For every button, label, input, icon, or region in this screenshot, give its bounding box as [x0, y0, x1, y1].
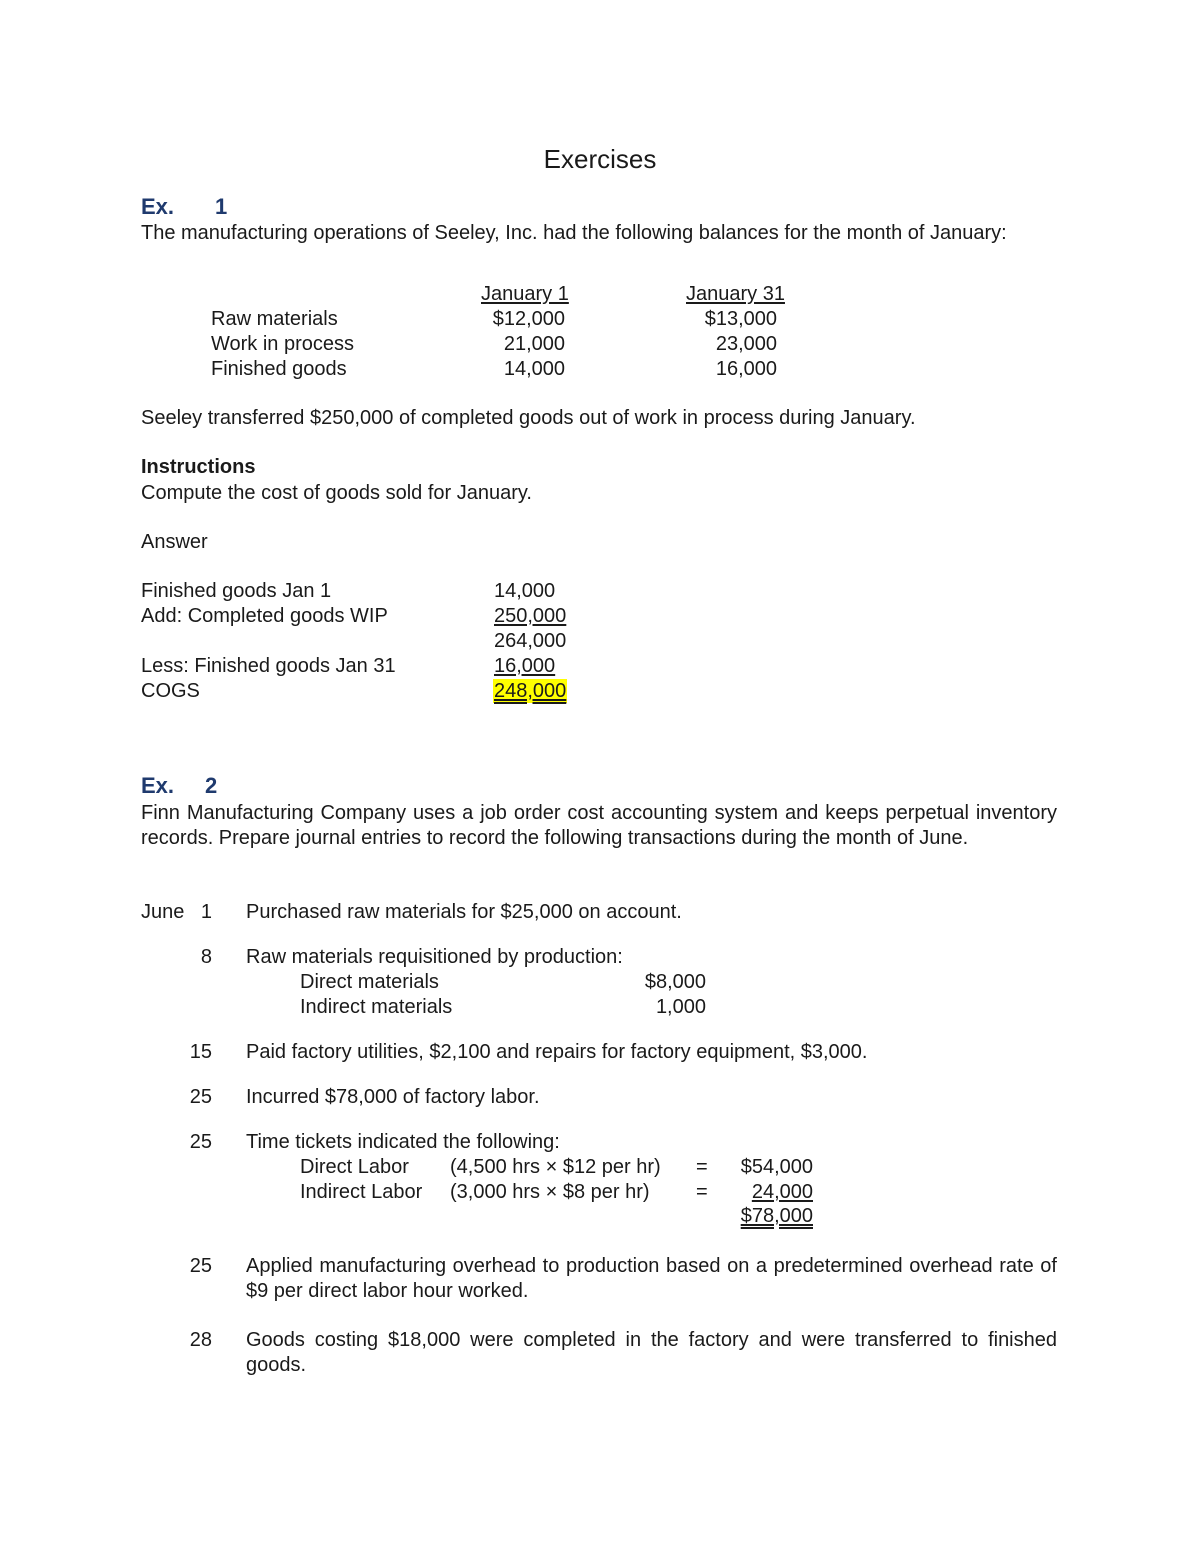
- labor-value: $54,000: [740, 1156, 813, 1178]
- answer-line-value: 250,000: [494, 605, 567, 627]
- transaction-month: June: [141, 901, 185, 923]
- transaction-sub-label: Indirect materials: [300, 996, 453, 1018]
- exercise-1-number: 1: [215, 194, 228, 219]
- labor-equals: =: [696, 1156, 708, 1178]
- exercise-2-label: Ex.: [141, 773, 175, 798]
- labor-equals: =: [696, 1181, 708, 1203]
- transaction-day: 8: [200, 946, 212, 968]
- balance-row-jan1: $12,000: [492, 308, 565, 330]
- transaction-day: 25: [189, 1131, 212, 1153]
- exercise-2-intro: Finn Manufacturing Company uses a job order cost accounting system and keeps perpetual inventory records. Prepare journal entries to record the following transactions during the month of June.: [141, 802, 1057, 849]
- answer-line-value: 14,000: [494, 580, 556, 602]
- exercise-2-number: 2: [205, 773, 218, 798]
- labor-total: $78,000: [740, 1205, 813, 1227]
- labor-label: Direct Labor: [300, 1156, 409, 1178]
- answer-line-label: Finished goods Jan 1: [141, 580, 332, 602]
- column-header-january-31: January 31: [686, 283, 785, 305]
- instructions-heading: Instructions: [141, 456, 256, 478]
- answer-heading: Answer: [141, 531, 208, 553]
- balance-row-label: Finished goods: [211, 358, 347, 380]
- transaction-day: 25: [189, 1255, 212, 1277]
- labor-label: Indirect Labor: [300, 1181, 423, 1203]
- balance-row-jan1: 21,000: [503, 333, 565, 355]
- balance-row-label: Work in process: [211, 333, 355, 355]
- answer-subtotal-value: 264,000: [494, 630, 567, 652]
- transaction-text: Paid factory utilities, $2,100 and repairs for factory equipment, $3,000.: [246, 1041, 868, 1063]
- page-title: Exercises: [543, 144, 657, 174]
- balance-row-jan1: 14,000: [503, 358, 565, 380]
- transaction-day: 15: [189, 1041, 212, 1063]
- balance-row-jan31: 16,000: [715, 358, 777, 380]
- balance-row-jan31: 23,000: [715, 333, 777, 355]
- transaction-text: Purchased raw materials for $25,000 on account.: [246, 901, 682, 923]
- answer-line-label: Less: Finished goods Jan 31: [141, 655, 396, 677]
- transaction-text: Raw materials requisitioned by production:: [246, 946, 623, 968]
- answer-line-value: 16,000: [494, 655, 556, 677]
- transaction-sub-label: Direct materials: [300, 971, 439, 993]
- transaction-day: 1: [200, 901, 212, 923]
- answer-cogs-value: 248,000: [494, 680, 567, 702]
- transaction-day: 25: [189, 1086, 212, 1108]
- answer-cogs-label: COGS: [141, 680, 200, 702]
- transaction-sub-value: $8,000: [644, 971, 706, 993]
- exercise-1-label: Ex.: [141, 194, 175, 219]
- transaction-sub-value: 1,000: [655, 996, 706, 1018]
- balance-row-label: Raw materials: [211, 308, 338, 330]
- transaction-text: Applied manufacturing overhead to production based on a predetermined overhead rate of $9 per direct labor hour worked.: [246, 1255, 1057, 1302]
- exercise-1-intro: The manufacturing operations of Seeley, Inc. had the following balances for the month of January:: [141, 222, 1007, 244]
- transaction-day: 28: [189, 1329, 212, 1351]
- transfer-statement: Seeley transferred $250,000 of completed goods out of work in process during January.: [141, 407, 916, 429]
- transaction-text: Time tickets indicated the following:: [246, 1131, 560, 1153]
- answer-line-label: Add: Completed goods WIP: [141, 605, 388, 627]
- labor-value: 24,000: [751, 1181, 813, 1203]
- balance-row-jan31: $13,000: [704, 308, 777, 330]
- transaction-text: Goods costing $18,000 were completed in the factory and were transferred to finished goods.: [246, 1329, 1057, 1376]
- column-header-january-1: January 1: [481, 283, 569, 305]
- labor-calculation: (3,000 hrs × $8 per hr): [450, 1181, 650, 1203]
- instructions-text: Compute the cost of goods sold for January.: [141, 482, 532, 504]
- labor-calculation: (4,500 hrs × $12 per hr): [450, 1156, 661, 1178]
- transaction-text: Incurred $78,000 of factory labor.: [246, 1086, 540, 1108]
